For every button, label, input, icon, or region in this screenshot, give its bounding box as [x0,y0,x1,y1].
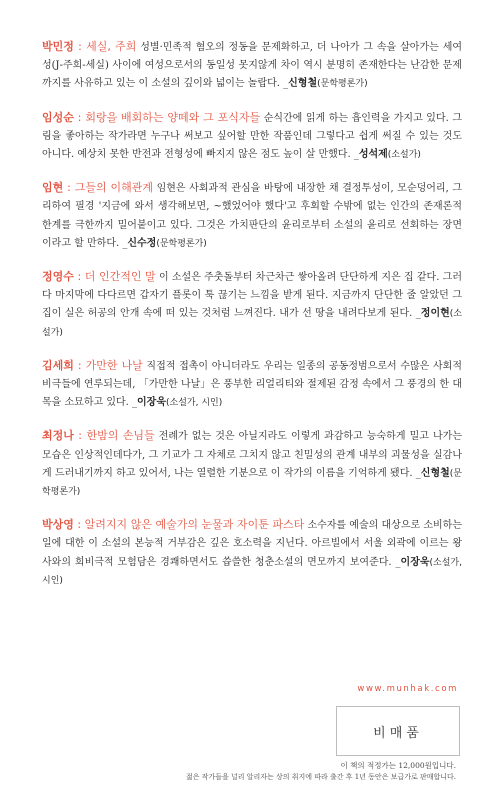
reviewer-role: (소설가, 시인) [42,557,462,586]
review-text: 이 소설은 주춧돌부터 차근차근 쌓아올려 단단하게 지은 집 같다. 그러다 마지막에 다다르면 갑자기 플롯이 툭 끊기는 느낌을 받게 된다. 지금까지 단단한 줄 알았던 그 집이 실은 허공의 안개 속에 떠 있는 것처럼 느껴진다. 내가 선 땅을 내려다보게 된다. [42,272,462,320]
review-text: 임현은 사회과적 관심을 바탕에 내장한 채 결정투성이, 모순덩어리, 그리하여 필경 '지금에 와서 생각해보면, ~했었어야 했다'고 후회할 수밖에 없는 인간의 존재론적 한계를 극한까지 밀어붙이고 있다. 그것은 가치판단의 윤리로부터 소설의 윤리로 선회하는 장면이라고 할 만하다. [42,183,462,249]
review-item: 임현 : 그들의 이해관계 임현은 사회과적 관심을 바탕에 내장한 채 결정투성이, 모순덩어리, 그리하여 필경 '지금에 와서 생각해보면, ~했었어야 했다'고 후회할 수밖에 없는 인간의 존재론적 한계를 극한까지 밀어붙이고 있다. 그것은 가치판단의 윤리로부터 소설의 윤리로 선회하는 장면이라고 할 만하다. _신수정(문학평론가) [42,181,462,249]
separator: : [63,181,75,195]
reviewer-role: (소설가) [42,309,462,338]
separator: : [73,518,85,532]
author-name: 임현 [42,181,64,195]
reviewer-role: (문학평론가) [317,79,368,90]
review-text: 전례가 없는 것은 아닐지라도 이렇게 과감하고 능숙하게 밀고 나가는 모습은 인상적인데다가, 그 기교가 그 자체로 그치지 않고 친밀성의 관계 내부의 괴물성을 실감나게 드러내기까지 하고 있어서, 나는 열렬한 기분으로 이 작가의 이름을 기억하게 됐다. [42,431,462,479]
separator: : [73,40,87,53]
author-name: 박민정 [42,40,74,53]
author-name: 정영수 [42,270,74,284]
author-name: 박상영 [42,518,74,532]
reviewer-name: 신수정 [127,237,157,249]
story-title: 한밤의 손님들 [86,429,155,443]
reviewer-role: (문학평론가) [42,468,462,498]
reviewer-name: 신형철 [288,78,318,90]
reviewer-name: 성석제 [358,149,388,161]
separator: : [73,270,85,284]
review-list [42,38,462,590]
reviewer-role: (문학평론가) [156,238,207,249]
reviewer-name: 정이현 [420,308,450,320]
not-for-sale-stamp: 비매품 [336,706,460,756]
reviewer-role: (소설가) [387,150,421,161]
review-item: 최정나 : 한밤의 손님들 전례가 없는 것은 아닐지라도 이렇게 과감하고 능숙하게 밀고 나가는 모습은 인상적인데다가, 그 기교가 그 자체로 그치지 않고 친밀성의 관계 내부의 괴물성을 실감나게 드러내기까지 하고 있어서, 나는 열렬한 기분으로 이 작가의 이름을 기억하게 됐다. _신형철(문학평론가) [42,429,462,498]
review-text: 성별·민족적 혐오의 정동을 문제화하고, 더 나아가 그 속을 살아가는 세여성(J-주희-세실) 사이에 여성으로서의 동일성 못지않게 차이 역시 분명히 존재한다는 난감한 문제까지를 사유하고 있는 이 소설의 깊이와 넓이는 놀랍다. [42,42,463,90]
separator: : [73,358,86,372]
story-title: 알려지지 않은 예술가의 눈물과 자이툰 파스타 [84,518,305,532]
reviewer-name: 이장욱 [400,556,430,568]
reviewer-role: (소설가, 시인) [166,398,223,409]
author-name: 김세희 [42,358,74,372]
separator: : [73,429,87,443]
author-name: 최정나 [42,429,74,443]
price-note: 이 책의 적정가는 12,000원입니다. [340,761,456,770]
author-name: 임성순 [42,110,74,124]
review-item: 박민정 : 세실, 주희 성별·민족적 혐오의 정동을 문제화하고, 더 나아가 그 속을 살아가는 세여성(J-주희-세실) 사이에 여성으로서의 동일성 못지않게 차이 역시 분명히 존재한다는 난감한 문제까지를 사유하고 있는 이 소설의 깊이와 넓이는 놀랍다. _신형철(문학평론가) [42,40,463,90]
review-text: 직접적 접촉이 아니더라도 우리는 일종의 공동정범으로서 수많은 사회적 비극들에 연루되는데, 「가만한 나날」은 풍부한 리얼리티와 절제된 감정 속에서 그 풍경의 한 대목을 소묘하고 있다. [42,360,462,409]
story-title: 그들의 이해관계 [74,181,154,195]
story-title: 더 인간적인 말 [84,270,156,284]
story-title: 세실, 주희 [86,40,137,53]
story-title: 가만한 나날 [85,358,143,372]
review-text: 소수자를 예술의 대상으로 소비하는 일에 대한 이 소설의 본능적 거부감은 깊은 호소력을 지닌다. 아르빌에서 서울 외곽에 이르는 왕사와의 희비극적 모험담은 경쾌하면서도 씁쓸한 청춘소설의 면모까지 보여준다. [42,520,462,568]
story-title: 회랑을 배회하는 양떼와 그 포식자들 [85,110,261,124]
separator: : [73,110,86,124]
sale-notice: 젊은 작가들을 널리 알리자는 상의 취지에 따라 출간 후 1년 동안은 보급가로 판매합니다. [185,773,456,781]
review-item: 정영수 : 더 인간적인 말 이 소설은 주춧돌부터 차근차근 쌓아올려 단단하게 지은 집 같다. 그러다 마지막에 다다르면 갑자기 플롯이 툭 끊기는 느낌을 받게 된다. 지금까지 단단한 줄 알았던 그 집이 실은 허공의 안개 속에 떠 있는 것처럼 느껴진다. 내가 선 땅을 내려다보게 된다. _정이현(소설가) [42,270,462,338]
review-item: 임성순 : 회랑을 배회하는 양떼와 그 포식자들 순식간에 읽게 하는 흡인력을 가지고 있다. 그림을 좋아하는 작가라면 누구나 써보고 싶어할 만한 작품인데 그렇다고 쉽게 써질 수 있는 것도 아니다. 예상치 못한 반전과 전형성에 빠지지 않은 점도 높이 살 만했다. _성석제(소설가) [42,110,462,161]
reviewer-name: 신형철 [420,467,450,479]
publisher-url[interactable]: www.munhak.com [357,684,458,694]
review-item: 김세희 : 가만한 나날 직접적 접촉이 아니더라도 우리는 일종의 공동정범으로서 수많은 사회적 비극들에 연루되는데, 「가만한 나날」은 풍부한 리얼리티와 절제된 감정 속에서 그 풍경의 한 대목을 소묘하고 있다. _이장욱(소설가, 시인) [42,358,462,409]
review-text: 순식간에 읽게 하는 흡인력을 가지고 있다. 그림을 좋아하는 작가라면 누구나 써보고 싶어할 만한 작품인데 그렇다고 쉽게 써질 수 있는 것도 아니다. 예상치 못한 반전과 전형성에 빠지지 않은 점도 높이 살 만했다. [42,112,462,161]
review-item: 박상영 : 알려지지 않은 예술가의 눈물과 자이툰 파스타 소수자를 예술의 대상으로 소비하는 일에 대한 이 소설의 본능적 거부감은 깊은 호소력을 지닌다. 아르빌에서 서울 외곽에 이르는 왕사와의 희비극적 모험담은 경쾌하면서도 씁쓸한 청춘소설의 면모까지 보여준다. _이장욱(소설가, 시인) [42,518,462,586]
reviewer-name: 이장욱 [137,397,166,409]
